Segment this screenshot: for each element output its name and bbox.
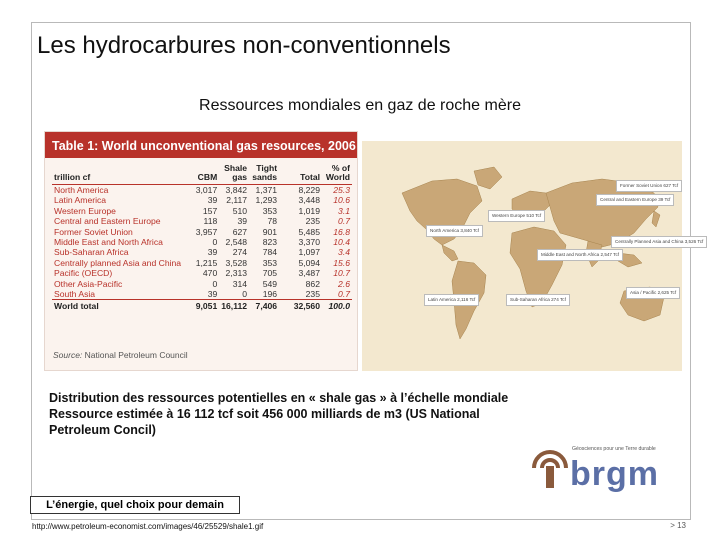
table-cell-pct: 0.7 <box>338 216 350 227</box>
table-cell-tight: 7,406 <box>249 300 279 314</box>
table-cell-total: 5,485 <box>298 226 320 237</box>
table-row <box>52 195 352 205</box>
table-cell-shale: 16,112 <box>221 301 248 312</box>
table-row <box>52 216 352 226</box>
table-cell-tight: 823 <box>262 237 278 248</box>
table-cell-total: 8,229 <box>298 185 320 195</box>
callout-na: North America 3,840 Tcf <box>426 225 483 237</box>
table-cell-shale: 39 <box>237 216 248 227</box>
table-cell-total: 862 <box>305 278 320 289</box>
table-row <box>52 247 352 257</box>
table-cell-cbm: 39 <box>207 195 218 206</box>
table-cell-pct: 16.8 <box>333 226 350 237</box>
table-cell-total: 235 <box>305 216 320 227</box>
table-cell-tight: 1,293 <box>255 195 278 206</box>
table-cell-region: Middle East and North Africa <box>54 237 163 248</box>
table-cell-cbm: 0 <box>212 278 218 289</box>
table-cell-pct: 3.1 <box>338 205 350 216</box>
table-row <box>52 206 352 216</box>
callout-ssa: Sub-Saharan Africa 274 Tcf <box>506 294 570 306</box>
col-header: trillion cf <box>52 164 183 185</box>
table-cell-shale: 2,548 <box>225 237 248 248</box>
col-header: Total <box>279 164 322 185</box>
table-cell-cbm: 0 <box>212 237 218 248</box>
table-cell-region: Centrally planned Asia and China <box>54 257 182 268</box>
table-row <box>52 279 352 289</box>
table-cell-cbm: 118 <box>203 216 218 227</box>
description <box>49 390 529 438</box>
table-cell-pct: 0.7 <box>338 289 350 300</box>
col-header: Tight sands <box>249 164 279 185</box>
table-row <box>52 185 352 196</box>
resource-table <box>52 164 352 313</box>
table-cell-total: 5,094 <box>298 257 320 268</box>
col-header: CBM <box>183 164 219 185</box>
world-map <box>362 141 704 371</box>
table-cell-tight: 196 <box>262 289 278 300</box>
table-source <box>53 350 188 360</box>
table-cell-region: Western Europe <box>54 205 116 216</box>
table-cell-region: South Asia <box>54 289 96 300</box>
col-header: Shale gas <box>219 164 249 185</box>
table-cell-region: North America <box>54 185 109 195</box>
table-cell-total: 3,370 <box>298 237 320 248</box>
table-cell-total: 1,019 <box>298 205 320 216</box>
brgm-tagline: Géosciences pour une Terre durable <box>572 446 656 452</box>
table-row <box>52 268 352 278</box>
table-cell-tight: 353 <box>262 205 278 216</box>
page-number: > 13 <box>670 521 686 530</box>
table-cell-pct: 100.0 <box>322 300 352 314</box>
table-cell-tight: 549 <box>262 278 278 289</box>
brgm-wordmark: brgm <box>570 455 659 493</box>
callout-la: Latin America 2,116 Tcf <box>424 294 479 306</box>
callout-we: Western Europe 510 Tcf <box>488 210 545 222</box>
source-label: Source: <box>53 350 83 360</box>
table-cell-pct: 15.6 <box>333 257 350 268</box>
world-map-graphic <box>362 141 682 371</box>
callout-mena: Middle East and North Africa 2,547 Tcf <box>537 249 623 261</box>
table-cell-tight: 78 <box>267 216 278 227</box>
table-cell-cbm: 9,051 <box>183 300 219 314</box>
table-body <box>52 185 352 314</box>
table-row <box>52 227 352 237</box>
table-cell-pct: 10.7 <box>333 268 350 279</box>
table-cell-pct: 2.6 <box>338 278 350 289</box>
brgm-logo <box>528 440 688 505</box>
table-cell-cbm: 3,017 <box>195 185 218 195</box>
table-cell-total: 235 <box>305 289 320 300</box>
table-cell-shale: 3,528 <box>225 257 248 268</box>
callout-cee: Central and Eastern Europe 39 Tcf <box>596 194 674 206</box>
callout-cpa: Centrally Planned Asia and China 3,526 Tcf <box>611 236 707 248</box>
table-cell-pct: 10.4 <box>333 237 350 248</box>
table-row <box>52 237 352 247</box>
table-cell-cbm: 470 <box>202 268 218 279</box>
table-cell-region: Sub-Saharan Africa <box>54 247 129 258</box>
table-cell-region: Other Asia-Pacific <box>54 278 123 289</box>
table-cell-pct: 25.3 <box>333 185 350 195</box>
source-text: National Petroleum Council <box>84 350 188 360</box>
resource-table-figure <box>44 131 358 371</box>
table-cell-tight: 1,371 <box>255 185 278 195</box>
table-cell-tight: 784 <box>262 247 278 258</box>
table-total-row <box>52 300 352 314</box>
table-cell-region: Former Soviet Union <box>54 226 133 237</box>
table-cell-shale: 0 <box>242 289 248 300</box>
table-cell-cbm: 39 <box>207 247 218 258</box>
table-cell-region: World total <box>52 300 183 314</box>
table-cell-tight: 901 <box>262 226 278 237</box>
description-line: Ressource estimée à 16 112 tcf soit 456 000 milliards de m3 (US National Petroleum Concil) <box>49 407 480 437</box>
table-cell-cbm: 157 <box>202 205 218 216</box>
footer-box: L’énergie, quel choix pour demain <box>30 496 240 514</box>
table-cell-region: Pacific (OECD) <box>54 268 113 279</box>
table-header-row <box>52 164 352 185</box>
table-cell-tight: 353 <box>262 257 278 268</box>
callout-ap: Asia / Pacific 2,625 Tcf <box>626 287 680 299</box>
brgm-emblem-icon <box>530 446 570 496</box>
table-cell-tight: 705 <box>262 268 278 279</box>
table-cell-cbm: 39 <box>207 289 218 300</box>
table-cell-region: Central and Eastern Europe <box>54 216 161 227</box>
table-row <box>52 258 352 268</box>
table-cell-total: 1,097 <box>298 247 320 258</box>
slide-subtitle: Ressources mondiales en gaz de roche mère <box>199 97 521 114</box>
table-cell-total: 3,448 <box>298 195 320 206</box>
table-cell-total: 3,487 <box>298 268 320 279</box>
table-cell-shale: 3,842 <box>225 185 248 195</box>
table-cell-shale: 2,313 <box>225 268 248 279</box>
source-url: http://www.petroleum-economist.com/images/46/25529/shale1.gif <box>32 522 264 531</box>
table-cell-pct: 3.4 <box>338 247 350 258</box>
table-cell-cbm: 1,215 <box>195 257 218 268</box>
callout-fsu: Former Soviet Union 627 Tcf <box>616 180 682 192</box>
table-cell-shale: 314 <box>232 278 248 289</box>
table-cell-cbm: 3,957 <box>195 226 218 237</box>
slide-title: Les hydrocarbures non-conventionnels <box>37 32 451 59</box>
table-cell-shale: 627 <box>232 226 248 237</box>
col-header: % of World <box>322 164 352 185</box>
table-cell-shale: 274 <box>232 247 248 258</box>
table-cell-shale: 2,117 <box>226 195 248 206</box>
table-cell-region: Latin America <box>54 195 107 206</box>
table-cell-shale: 510 <box>232 205 248 216</box>
table-row <box>52 289 352 300</box>
table-title: Table 1: World unconventional gas resources, 2006 <box>45 132 357 158</box>
table-cell-total: 32,560 <box>279 300 322 314</box>
description-line: Distribution des ressources potentielles en « shale gas » à l’échelle mondiale <box>49 391 509 405</box>
table-cell-pct: 10.6 <box>333 195 350 206</box>
